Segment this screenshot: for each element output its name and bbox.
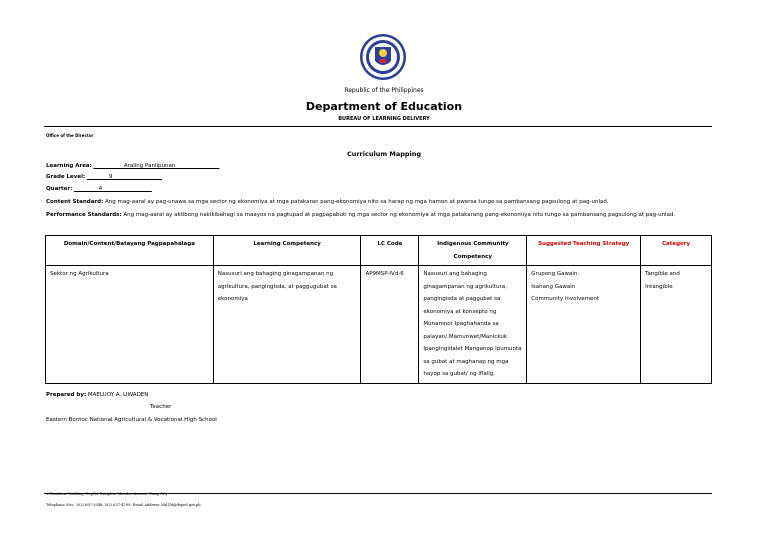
footer-telephone: Telephone Nos.: (02) 687-2948; (02) 637-4799; Email Address: bld.lld@deped.gov.ph bbox=[46, 503, 201, 507]
header-domain: Domain/Content/Batayang Pagpapahalaga bbox=[46, 236, 214, 266]
republic-text: Republic of the Philippines bbox=[344, 87, 424, 94]
prepared-by-name: MAELUOY A. LIWADEN bbox=[86, 392, 149, 398]
header-learning-competency: Learning Competency bbox=[213, 236, 361, 266]
learning-area-value: ___________Araling Panlipunan________________ bbox=[93, 163, 220, 169]
table-row bbox=[46, 266, 712, 384]
office-label: Office of the Director bbox=[46, 133, 94, 138]
quarter-label: Quarter: bbox=[46, 186, 73, 192]
table-header-row bbox=[46, 236, 712, 266]
learning-area-field bbox=[46, 163, 219, 169]
quarter-value: _________4__________________ bbox=[74, 186, 152, 192]
department-title: Department of Education bbox=[305, 100, 463, 113]
curriculum-table bbox=[45, 235, 712, 384]
grade-level-value: ________9__________________ bbox=[86, 174, 162, 180]
school-name: Eastern Bontoc National Agricultural & Vocational High School bbox=[46, 417, 217, 423]
prepared-by bbox=[46, 392, 148, 398]
header-category: Category bbox=[641, 236, 712, 266]
performance-standard-text: Ang mag-aaral ay aktibong nakikibahagi sa maayos na pagtupad at pagpapabuti ng mga sector ng ekonomiya at mga patakarang pang-ekonomiya nito tungo sa pambansang pagsulong at pag-unlad. bbox=[121, 212, 676, 218]
quarter-field bbox=[46, 186, 152, 192]
bureau-name: BUREAU OF LEARNING DELIVERY bbox=[338, 116, 430, 122]
strategy-item: Grupong Gawain. bbox=[531, 271, 580, 277]
learning-area-label: Learning Area: bbox=[46, 163, 92, 169]
strategy-item: Community involvement bbox=[531, 296, 600, 302]
content-standard-label: Content Standard: bbox=[46, 199, 104, 205]
prepared-by-label: Prepared by: bbox=[46, 392, 87, 398]
content-standard bbox=[46, 196, 718, 209]
header-teaching-strategy: Suggested Teaching Strategy bbox=[527, 236, 641, 266]
document-title: Curriculum Mapping bbox=[346, 150, 422, 158]
grade-level-field bbox=[46, 174, 162, 180]
cell-category: Tangible and Intangible bbox=[641, 266, 712, 384]
header-indigenous-competency: Indigenous Community Competency bbox=[419, 236, 527, 266]
cell-learning-competency: Nasusuri ang bahaging ginagampanan ng agrikultura, pangingisda, at paggugubat sa ekonomiya bbox=[213, 266, 361, 384]
header-divider bbox=[44, 126, 712, 127]
content-standard-text: Ang mag-aaral ay pag-unawa sa mga sector ng ekonomiya at mga patakaran pang-ekonomiya nito sa harap ng mga hamon at pwersa tungo sa pambansang pagsulong at pag-unlad. bbox=[103, 199, 609, 205]
cell-lc-code: AP9MSP-IVd-6 bbox=[361, 266, 419, 384]
cell-teaching-strategy bbox=[527, 266, 641, 384]
header-lc-code: LC Code bbox=[361, 236, 419, 266]
strategy-item: Isahang Gawain bbox=[531, 283, 576, 290]
grade-level-label: Grade Level: bbox=[46, 174, 86, 180]
footer-address-text: Bonifacio Building, DepEd Complex, Meralco Avenue, Pasig City bbox=[50, 492, 168, 496]
cell-domain: Sektor ng Agrikultura bbox=[46, 266, 214, 384]
performance-standard bbox=[46, 209, 718, 222]
performance-standard-label: Performance Standards: bbox=[46, 212, 122, 218]
preparer-title: Teacher bbox=[150, 404, 172, 410]
cell-indigenous-competency: Nasusuri ang bahaging ginagampanan ng agrikultura, pangingisda at paggubat sa ekonomiya at konsepto ng Munamnor Ipaghahanda sa palayan/.Mamunwet/Manickuk Ipangingidalet Manganop Ipumunta sa gubat at maghanap ng mga hayop sa gubat/ ng iflalig. bbox=[419, 266, 527, 384]
deped-seal-icon bbox=[353, 33, 413, 83]
footer-address: ⊕ Bonifacio Building, DepEd Complex, Meralco Avenue, Pasig City bbox=[46, 492, 168, 496]
